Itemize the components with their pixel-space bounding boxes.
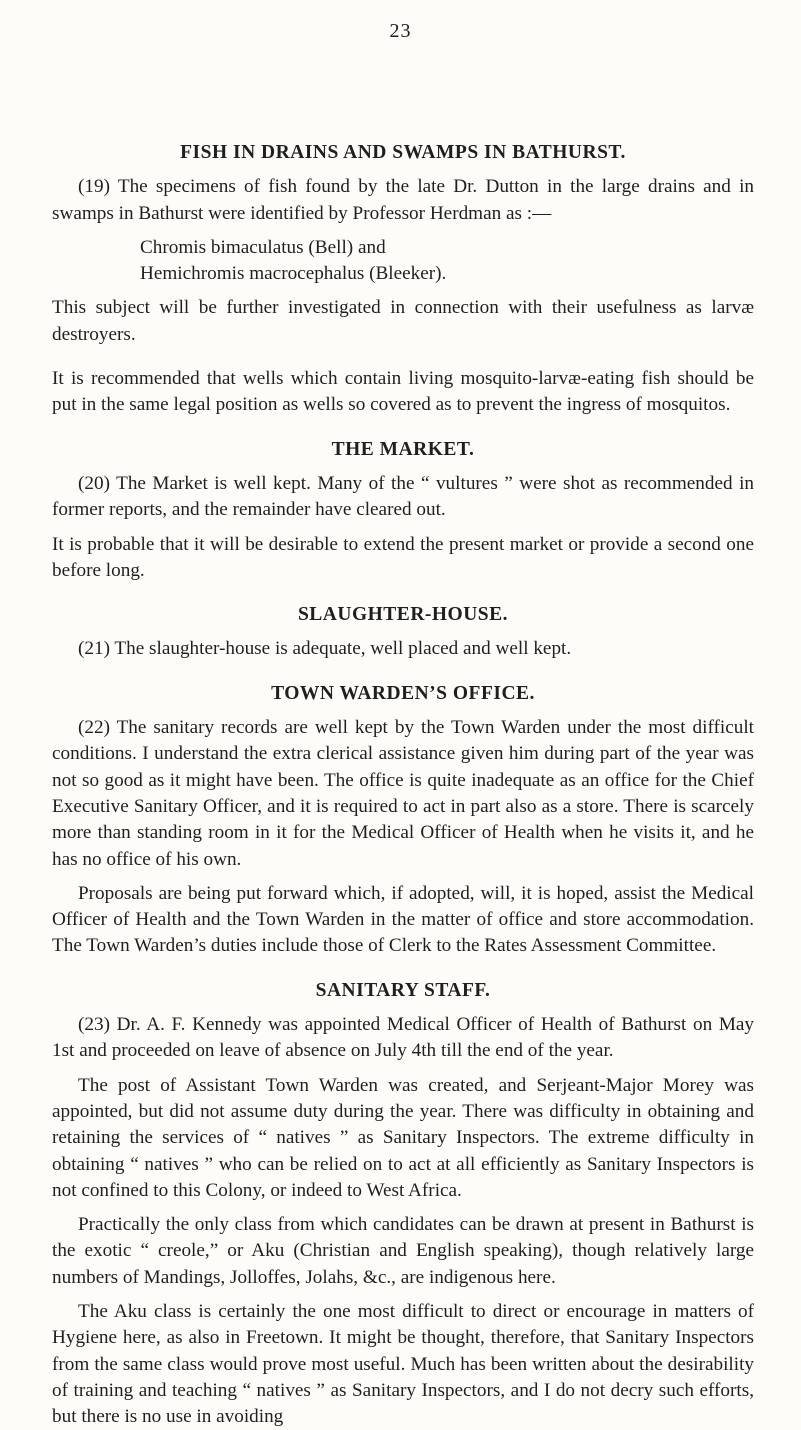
species-line-2: Hemichromis macrocephalus (Bleeker).: [140, 263, 447, 285]
paragraph-21: (21) The slaughter-house is adequate, well placed and well kept.: [78, 638, 572, 660]
section-heading-town-warden: TOWN WARDEN’S OFFICE.: [271, 682, 535, 704]
paragraph-larvae: This subject will be further investigated in connection with their usefulness as larvæ destroyers.: [52, 297, 754, 345]
page-number: 23: [389, 20, 412, 42]
paragraph-wells: It is recommended that wells which contain living mosquito-larvæ-eating fish should be put in the same legal position as wells so covered as to prevent the ingress of mosquitos.: [52, 368, 754, 416]
paragraph-market-extend: It is probable that it will be desirable to extend the present market or provide a second one before long.: [52, 533, 754, 581]
section-heading-slaughter-house: SLAUGHTER-HOUSE.: [297, 604, 509, 626]
page-body: [52, 140, 754, 1430]
section-heading-sanitary-staff: SANITARY STAFF.: [315, 979, 491, 1001]
paragraph-22: (22) The sanitary records are well kept by the Town Warden under the most difficult conditions. I understand the extra clerical assistance given him during part of the year was not so good as it might have been. The office is quite inadequate as an office for the Chief Executive Sanitary Officer, and it is required to act in part also as a store. There is scarcely more than standing room in it for the Medical Officer of Health when he visits it, and he has no office of his own.: [52, 717, 754, 870]
section-heading-fish: FISH IN DRAINS AND SWAMPS IN BATHURST.: [180, 142, 626, 163]
paragraph-proposals: Proposals are being put forward which, if adopted, will, it is hoped, assist the Medical Officer of Health and the Town Warden in the matter of office and store accommodation. The Town Warden’s duties include those of Clerk to the Rates Assessment Committee.: [52, 882, 754, 957]
paragraph-aku-class: The Aku class is certainly the one most difficult to direct or encourage in matters of Hygiene here, as also in Freetown. It might be thought, therefore, that Sanitary Inspectors from the same class would prove most useful. Much has been written about the desirability of training and teaching “ natives ” as Sanitary Inspectors, and I do not decry such efforts, but there is no use in avoiding: [52, 1300, 754, 1428]
paragraph-19: (19) The specimens of fish found by the late Dr. Dutton in the large drains and in swamps in Bathurst were identified by Professor Herdman as :—: [52, 176, 754, 224]
section-heading-market: THE MARKET.: [331, 438, 475, 460]
paragraph-20: (20) The Market is well kept. Many of the “ vultures ” were shot as recommended in former reports, and the remainder have cleared out.: [52, 472, 754, 521]
species-line-1: Chromis bimaculatus (Bell) and: [140, 236, 386, 258]
paragraph-creole: Practically the only class from which candidates can be drawn at present in Bathurst is the exotic “ creole,” or Aku (Christian and English speaking), though relatively large numbers of Mandings, Jolloffes, Jolahs, &c., are indigenous here.: [52, 1214, 754, 1288]
paragraph-assistant-warden: The post of Assistant Town Warden was created, and Serjeant-Major Morey was appointed, but did not assume duty during the year. There was difficulty in obtaining and retaining the services of “ natives ” as Sanitary Inspectors. The extreme difficulty in obtaining “ natives ” who can be relied on to act at all efficiently as Sanitary Inspectors is not confined to this Colony, or indeed to West Africa.: [52, 1074, 754, 1201]
paragraph-23: (23) Dr. A. F. Kennedy was appointed Medical Officer of Health of Bathurst on May 1st and proceeded on leave of absence on July 4th till the end of the year.: [52, 1014, 754, 1062]
